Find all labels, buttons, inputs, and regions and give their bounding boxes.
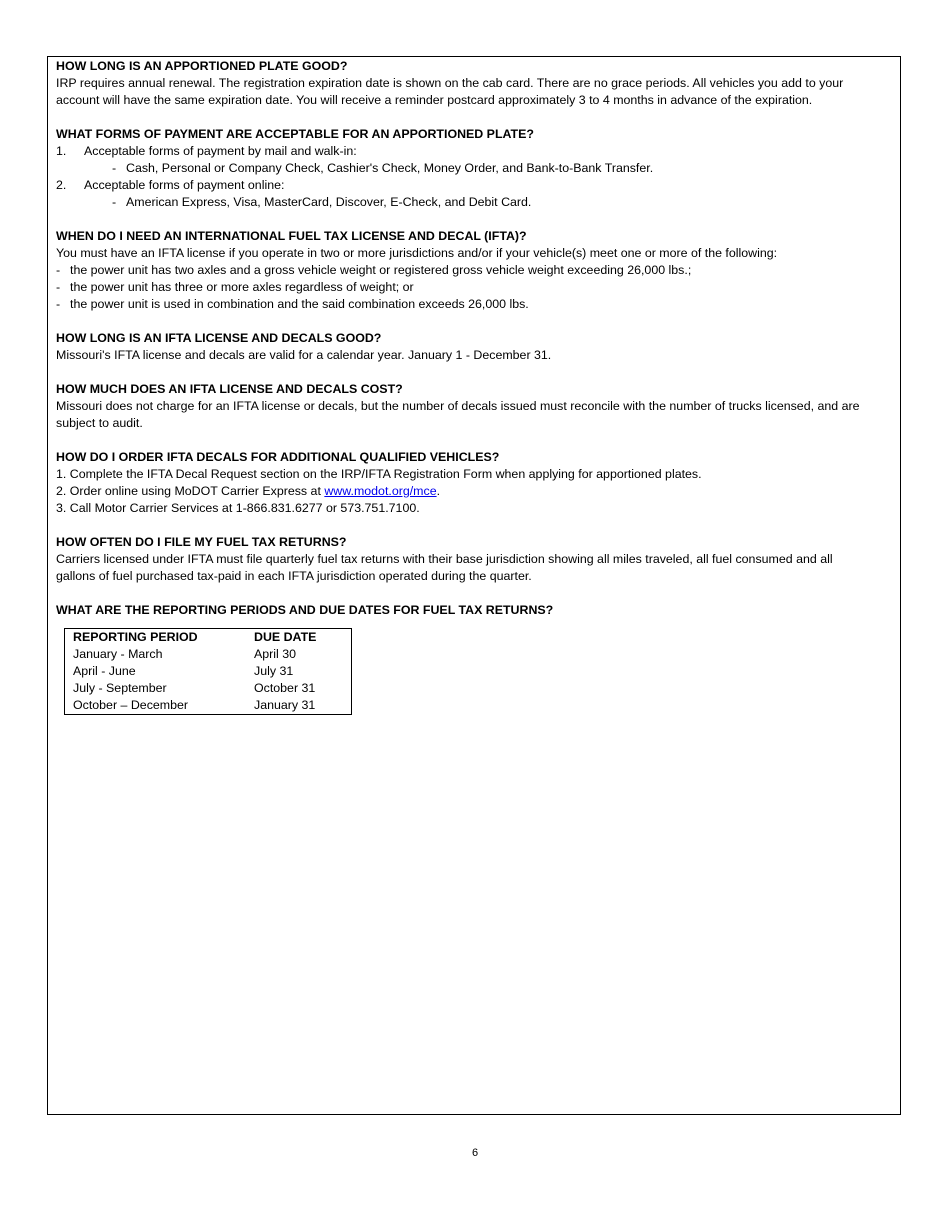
- due-dates-table: [64, 628, 352, 715]
- question-heading: HOW OFTEN DO I FILE MY FUEL TAX RETURNS?: [56, 535, 347, 549]
- bullet-item: - the power unit has three or more axles regardless of weight; or: [56, 280, 414, 294]
- column-header: REPORTING PERIOD: [73, 630, 198, 644]
- column-header: DUE DATE: [254, 630, 317, 644]
- question-heading: WHEN DO I NEED AN INTERNATIONAL FUEL TAX LICENSE AND DECAL (IFTA)?: [56, 229, 527, 243]
- question-heading: HOW MUCH DOES AN IFTA LICENSE AND DECALS COST?: [56, 382, 403, 396]
- answer-text: Missouri's IFTA license and decals are valid for a calendar year. January 1 - December 31.: [56, 348, 552, 362]
- table-row: July - September October 31: [73, 681, 316, 695]
- bullet-item: - the power unit has two axles and a gross vehicle weight or registered gross vehicle weight exceeding 26,000 lbs.;: [56, 263, 692, 277]
- list-item: 1. Acceptable forms of payment by mail and walk-in:: [56, 144, 357, 158]
- list-item: 2. Acceptable forms of payment online:: [56, 178, 285, 192]
- answer-text: 1. Complete the IFTA Decal Request section on the IRP/IFTA Registration Form when applying for apportioned plates.: [56, 467, 702, 481]
- answer-text: 2. Order online using MoDOT Carrier Express at www.modot.org/mce.: [56, 484, 441, 498]
- answer-text: Missouri does not charge for an IFTA license or decals, but the number of decals issued must reconcile with the number of trucks licensed, and are: [56, 399, 860, 413]
- answer-text: 3. Call Motor Carrier Services at 1-866.831.6277 or 573.751.7100.: [56, 501, 420, 515]
- question-heading: WHAT FORMS OF PAYMENT ARE ACCEPTABLE FOR AN APPORTIONED PLATE?: [56, 127, 534, 141]
- answer-text: Carriers licensed under IFTA must file quarterly fuel tax returns with their base jurisdiction showing all miles traveled, all fuel consumed and all: [56, 552, 833, 566]
- answer-text: gallons of fuel purchased tax-paid in each IFTA jurisdiction operated during the quarter.: [56, 569, 532, 583]
- faq-frame: [47, 56, 901, 1115]
- table-row: October – December January 31: [73, 698, 316, 712]
- answer-text: subject to audit.: [56, 416, 143, 430]
- answer-text: IRP requires annual renewal. The registration expiration date is shown on the cab card. There are no grace periods. All vehicles you add to your: [56, 76, 844, 90]
- sub-list-item: - Cash, Personal or Company Check, Cashier's Check, Money Order, and Bank-to-Bank Transfer.: [112, 161, 654, 175]
- question-heading: HOW DO I ORDER IFTA DECALS FOR ADDITIONAL QUALIFIED VEHICLES?: [56, 450, 500, 464]
- bullet-item: - the power unit is used in combination and the said combination exceeds 26,000 lbs.: [56, 297, 529, 311]
- page-number: 6: [471, 1147, 479, 1159]
- question-heading: WHAT ARE THE REPORTING PERIODS AND DUE DATES FOR FUEL TAX RETURNS?: [56, 603, 554, 617]
- table-row: January - March April 30: [73, 647, 297, 661]
- answer-text: You must have an IFTA license if you operate in two or more jurisdictions and/or if your vehicle(s) meet one or more of the following:: [56, 246, 778, 260]
- answer-text: account will have the same expiration date. You will receive a reminder postcard approximately 3 to 4 months in advance of the expiration.: [56, 93, 813, 107]
- question-heading: HOW LONG IS AN IFTA LICENSE AND DECALS GOOD?: [56, 331, 382, 345]
- table-row: April - June July 31: [73, 664, 294, 678]
- sub-list-item: - American Express, Visa, MasterCard, Discover, E-Check, and Debit Card.: [112, 195, 532, 209]
- table-header-row: [73, 629, 343, 646]
- modot-link[interactable]: www.modot.org/mce: [324, 484, 437, 498]
- question-heading: HOW LONG IS AN APPORTIONED PLATE GOOD?: [56, 59, 348, 73]
